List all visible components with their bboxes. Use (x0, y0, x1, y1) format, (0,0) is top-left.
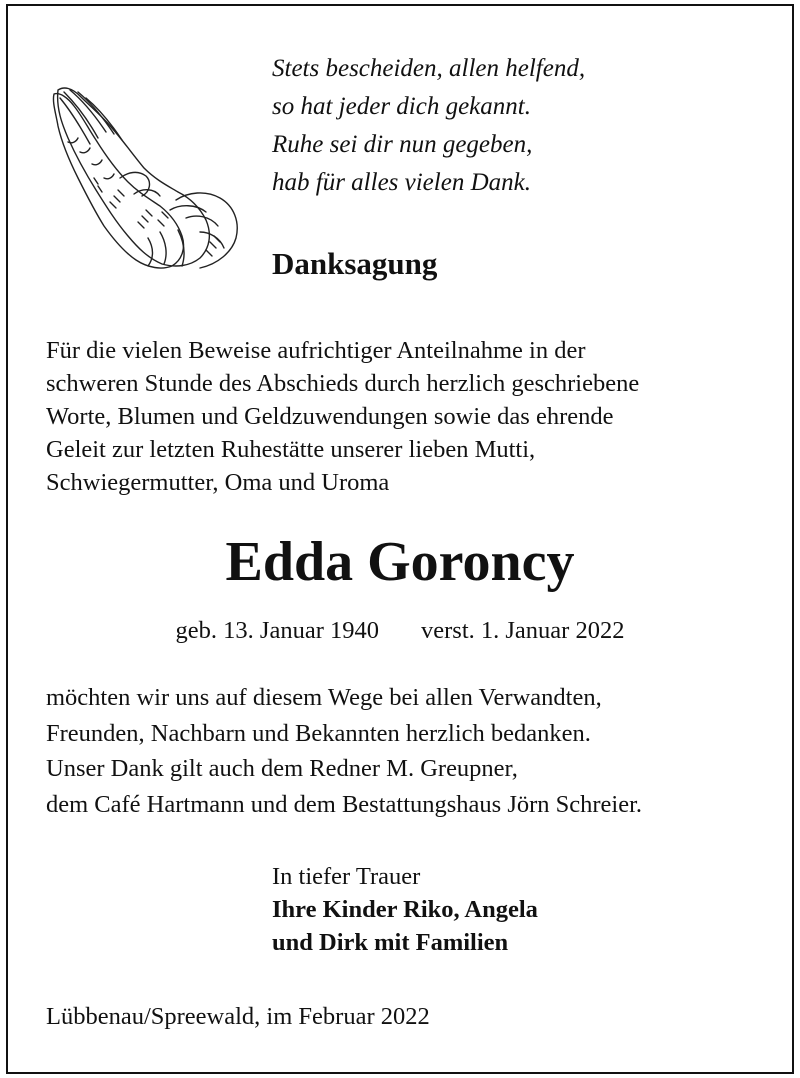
intro-line: Für die vielen Beweise aufrichtiger Anteilnahme in der (46, 337, 586, 364)
intro-line: Worte, Blumen und Geldzuwendungen sowie das ehrende (46, 403, 614, 430)
poem-line: Stets bescheiden, allen helfend, (272, 55, 586, 82)
death-date: verst. 1. Januar 2022 (421, 617, 625, 644)
birth-date: geb. 13. Januar 1940 (175, 617, 379, 644)
closing-line: möchten wir uns auf diesem Wege bei allen Verwandten, (46, 684, 602, 711)
page-title: Danksagung (272, 246, 438, 281)
intro-line: Geleit zur letzten Ruhestätte unserer lieben Mutti, (46, 436, 536, 463)
signature-names: Ihre Kinder Riko, Angela (272, 896, 538, 923)
closing-line: dem Café Hartmann und dem Bestattungshaus Jörn Schreier. (46, 790, 643, 818)
intro-line: schweren Stunde des Abschieds durch herzlich geschriebene (46, 370, 640, 397)
closing-line: Freunden, Nachbarn und Bekannten herzlich bedanken. (46, 719, 591, 747)
place-date: Lübbenau/Spreewald, im Februar 2022 (46, 1003, 430, 1030)
closing-text (46, 680, 642, 822)
signature-families: und Dirk mit Familien (272, 929, 509, 956)
poem-line: so hat jeder dich gekannt. (272, 93, 531, 120)
praying-hands-icon (50, 82, 245, 272)
closing-line: Unser Dank gilt auch dem Redner M. Greupner, (46, 755, 518, 782)
deceased-name: Edda Goroncy (225, 531, 575, 593)
poem (272, 50, 585, 202)
signature-intro: In tiefer Trauer (272, 863, 421, 890)
life-dates (0, 617, 800, 645)
intro-text (46, 334, 639, 499)
poem-line: Ruhe sei dir nun gegeben, (272, 131, 533, 158)
intro-line: Schwiegermutter, Oma und Uroma (46, 469, 390, 496)
signature-block (272, 860, 538, 959)
poem-line: hab für alles vielen Dank. (272, 169, 531, 196)
